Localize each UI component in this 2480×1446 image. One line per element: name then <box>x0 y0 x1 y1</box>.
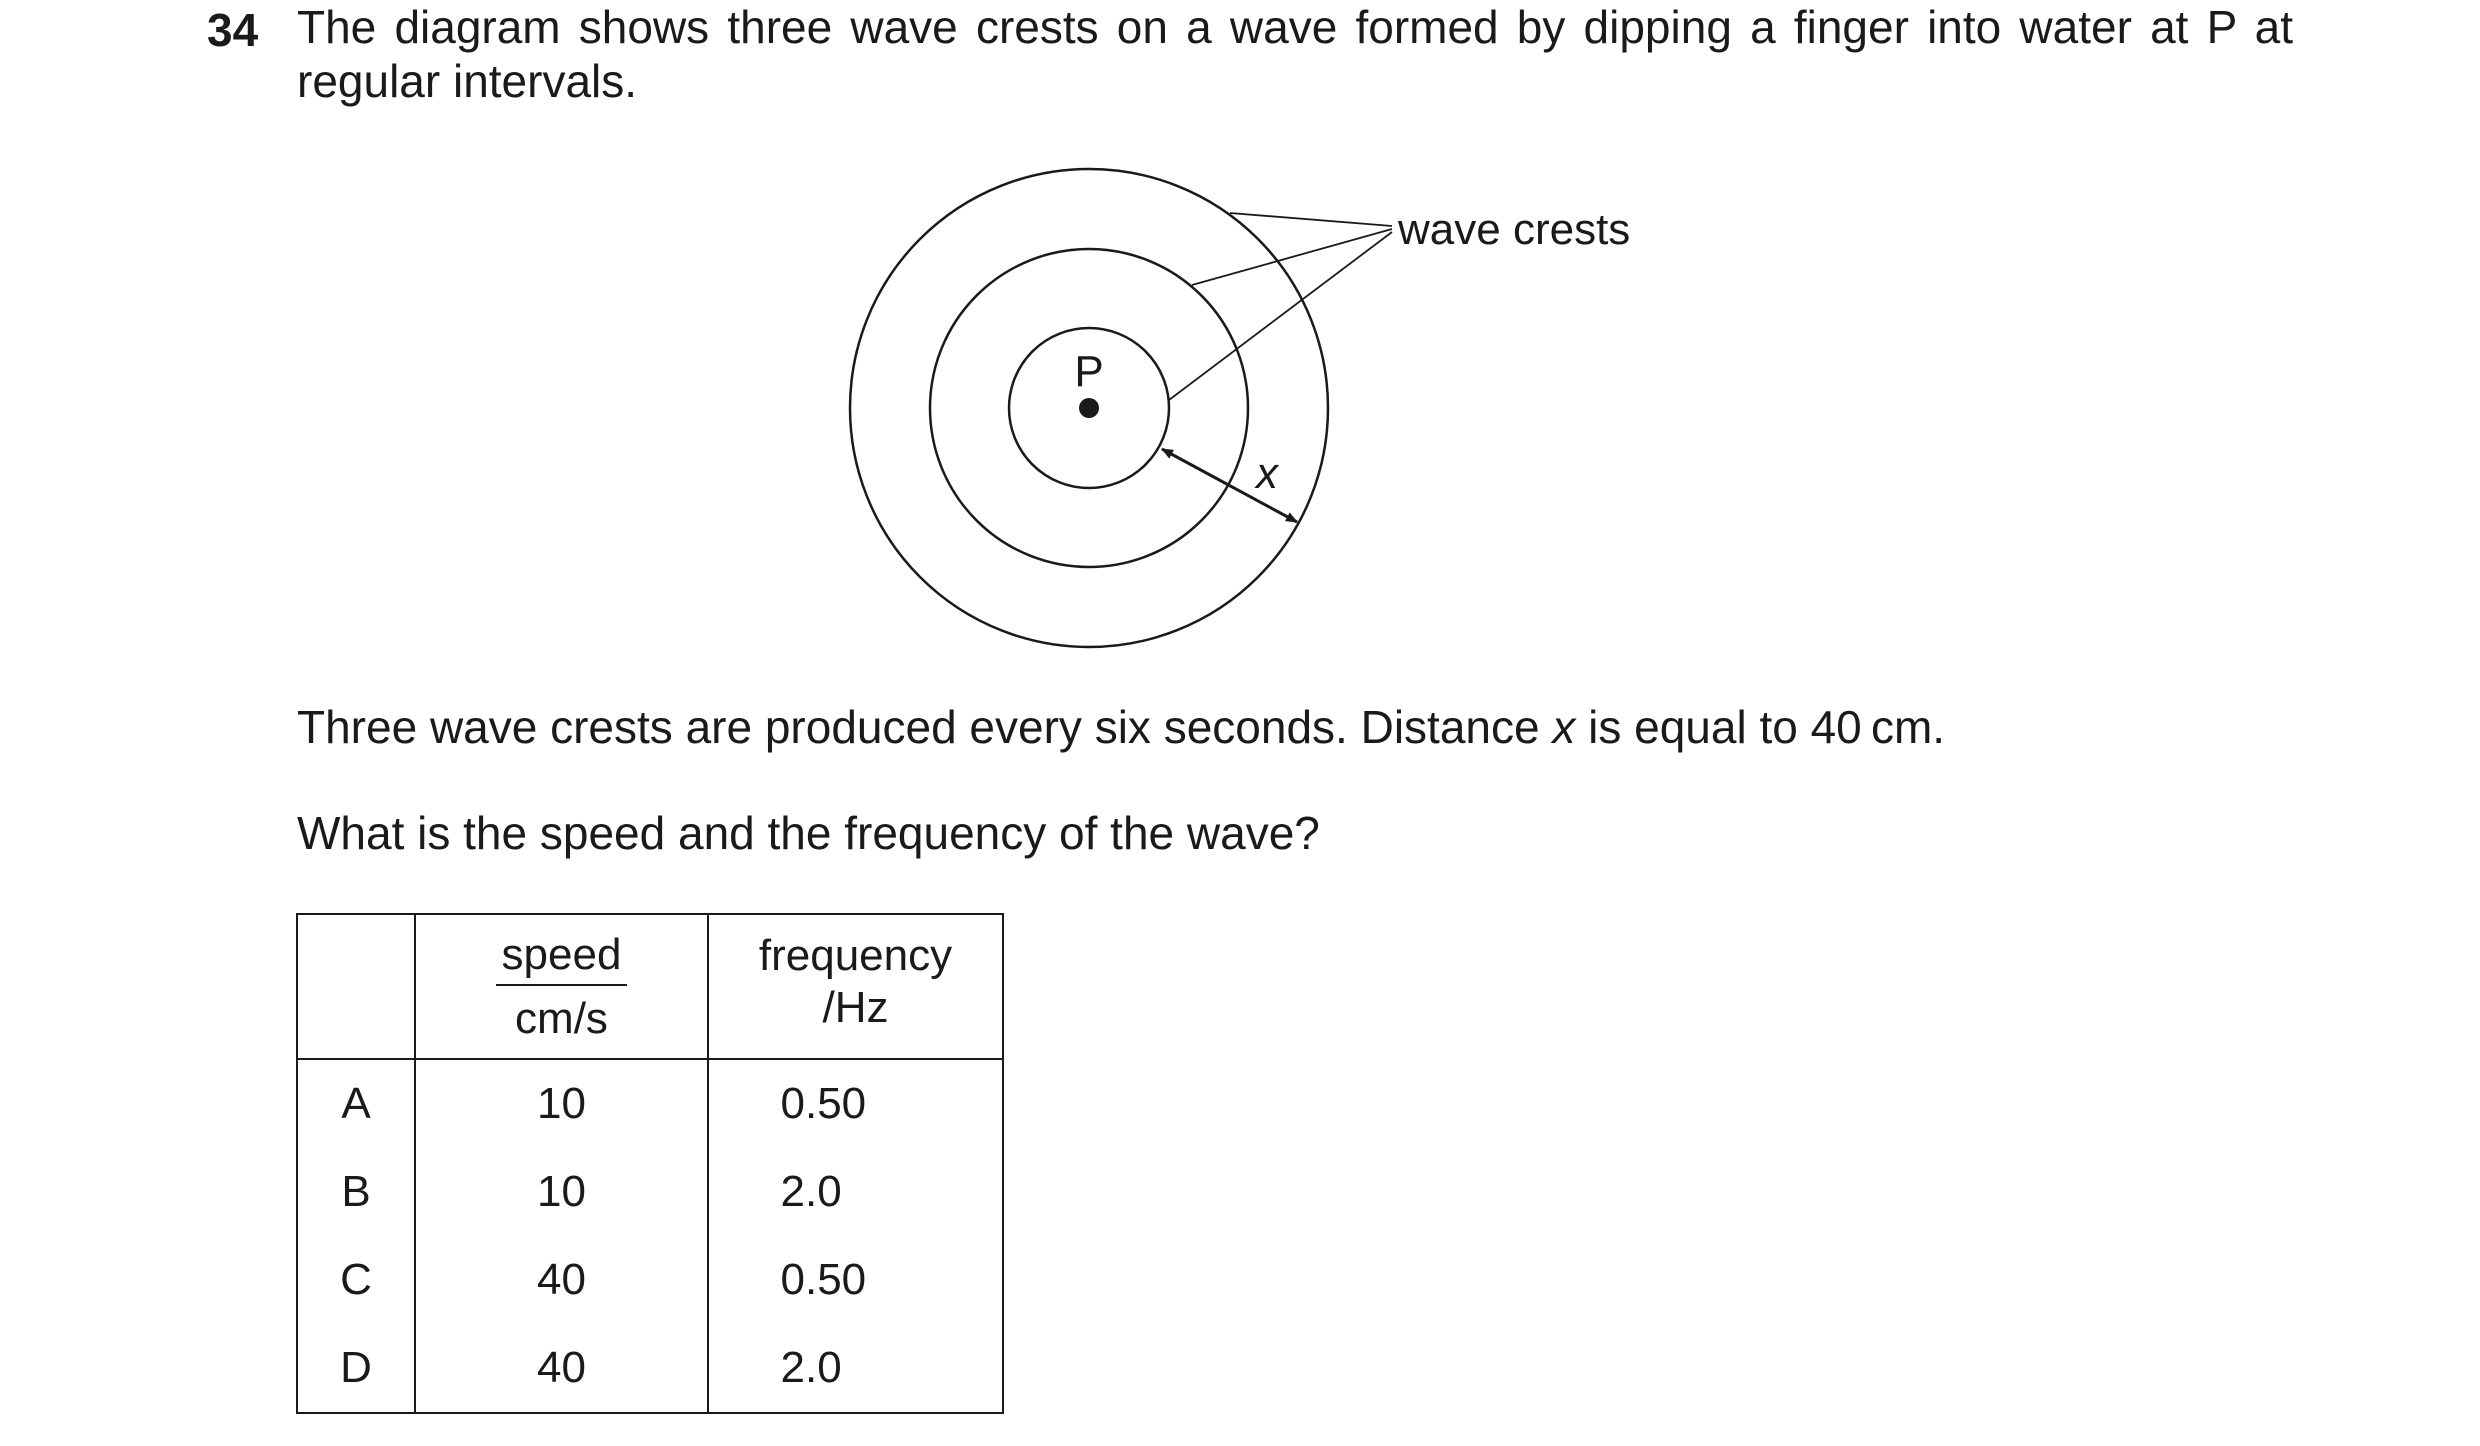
option-frequency <box>708 1236 1003 1324</box>
question-info-a: Three wave crests are produced every six seconds. Distance <box>297 701 1553 753</box>
wave-crests-label: wave crests <box>1398 205 1631 254</box>
wave-diagram <box>0 0 2480 700</box>
option-frequency-value: 0.50 <box>780 1255 867 1304</box>
header-frequency-unit: /Hz <box>822 982 889 1032</box>
option-row-d[interactable] <box>297 1324 1003 1413</box>
option-letter: C <box>297 1236 415 1324</box>
option-speed: 10 <box>415 1059 708 1148</box>
option-frequency <box>708 1148 1003 1236</box>
option-letter: B <box>297 1148 415 1236</box>
point-label-p: P <box>1074 347 1104 396</box>
option-row-a[interactable] <box>297 1059 1003 1148</box>
question-prompt: What is the speed and the frequency of the wave? <box>297 807 1320 859</box>
option-speed: 40 <box>415 1236 708 1324</box>
leader-line-inner <box>1169 232 1392 400</box>
option-letter: D <box>297 1324 415 1413</box>
option-row-b[interactable] <box>297 1148 1003 1236</box>
question-number: 34 <box>207 4 259 56</box>
header-speed-unit: cm/s <box>515 993 608 1043</box>
header-speed-label: speed <box>496 930 628 986</box>
option-speed: 10 <box>415 1148 708 1236</box>
question-info-variable: x <box>1552 701 1576 753</box>
source-point-p <box>1079 398 1099 418</box>
question-info-b: is equal to 40 cm. <box>1575 701 1946 753</box>
options-table <box>296 913 1004 1414</box>
option-frequency <box>708 1059 1003 1148</box>
options-table-header <box>297 914 1003 1059</box>
distance-x-label: x <box>1256 449 1278 498</box>
header-speed <box>415 914 708 1059</box>
question-stem-line-2: regular intervals. <box>297 55 638 107</box>
option-frequency-value: 2.0 <box>780 1167 842 1216</box>
option-speed: 40 <box>415 1324 708 1413</box>
option-frequency-value: 0.50 <box>780 1079 867 1128</box>
option-row-c[interactable] <box>297 1236 1003 1324</box>
option-frequency <box>708 1324 1003 1413</box>
question-info <box>297 700 1945 754</box>
question-stem-line-1: The diagram shows three wave crests on a wave formed by dipping a finger into water at P at <box>297 1 2293 53</box>
option-frequency-value: 2.0 <box>780 1343 842 1392</box>
leader-line-middle <box>1192 229 1392 285</box>
speed-unit-fraction <box>496 930 628 1044</box>
header-empty-cell <box>297 914 415 1059</box>
header-frequency-label: frequency <box>758 930 953 980</box>
leader-line-outer <box>1230 213 1392 226</box>
option-letter: A <box>297 1059 415 1148</box>
header-frequency <box>708 914 1003 1059</box>
frequency-header-block <box>759 930 952 1034</box>
